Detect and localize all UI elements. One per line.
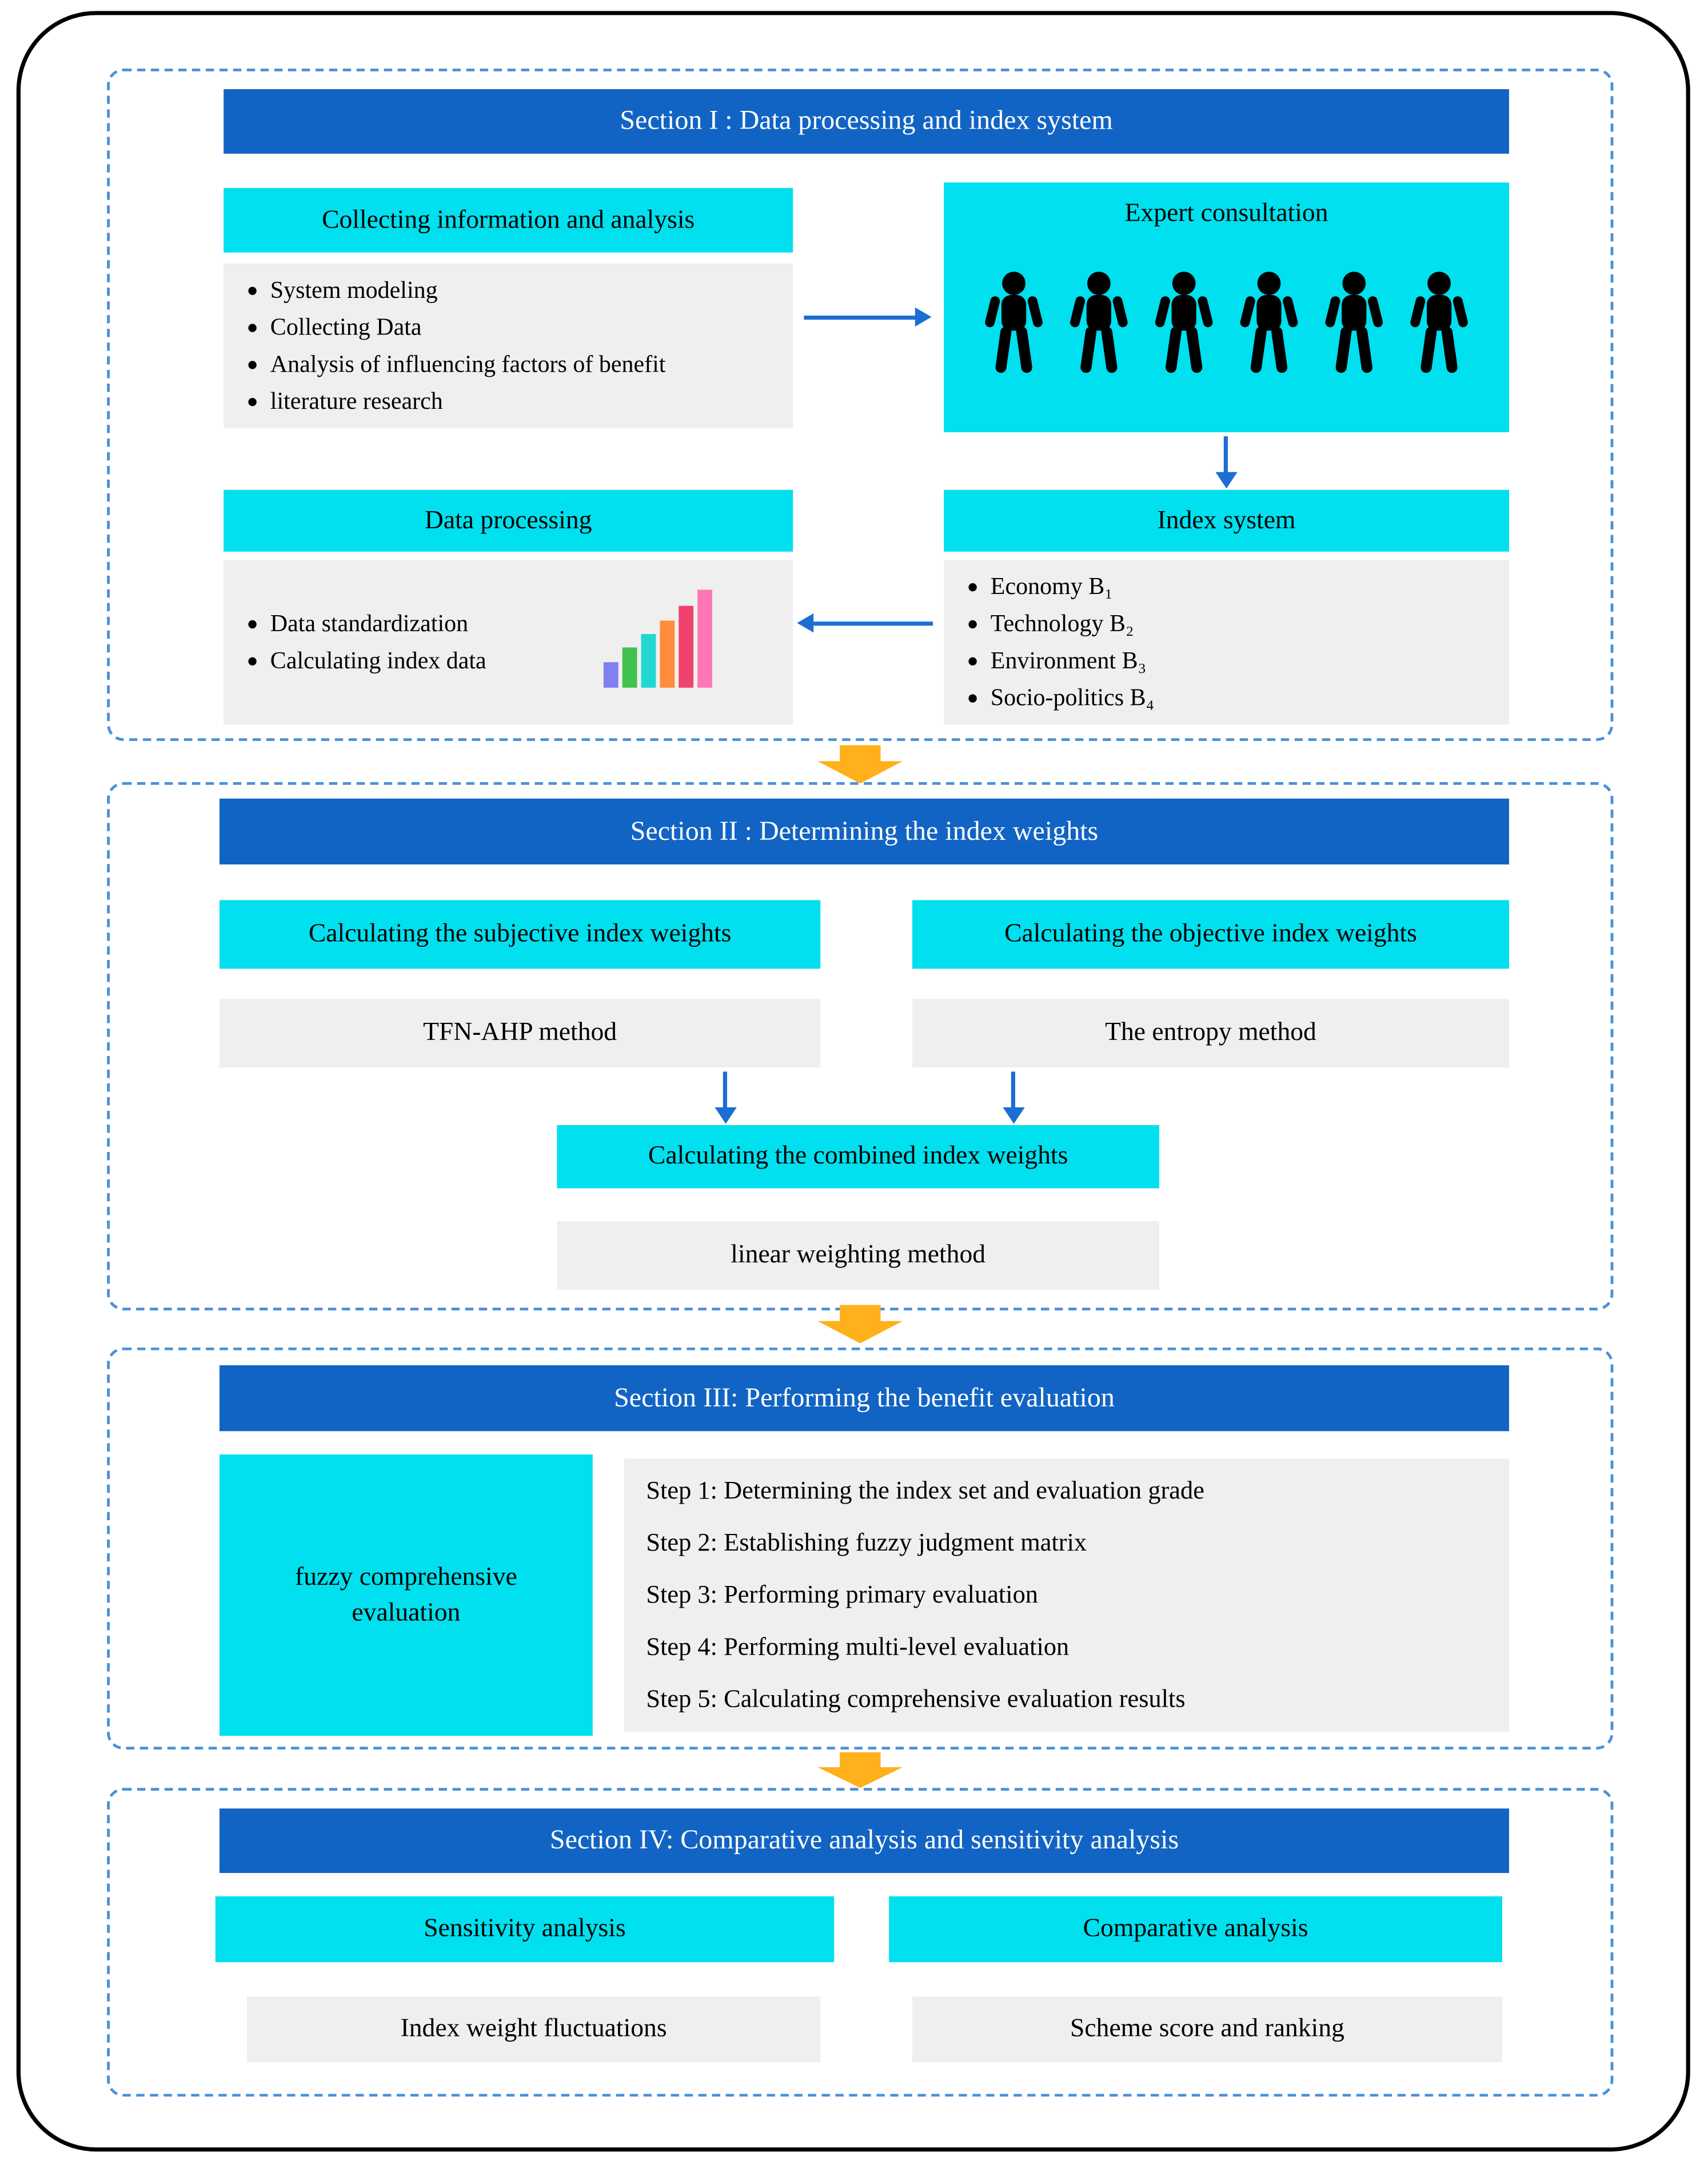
scheme-score-box: Scheme score and ranking — [912, 1996, 1502, 2062]
expert-consultation-box — [944, 182, 1509, 432]
list-item — [248, 346, 779, 383]
bullet-text: Data standardization — [270, 609, 469, 637]
list-item — [248, 272, 779, 309]
tfn-ahp-method-box: TFN-AHP method — [220, 999, 820, 1067]
list-item — [968, 568, 1495, 605]
step-item: Step 3: Performing primary evaluation — [646, 1581, 1039, 1609]
bullet-dot-icon — [248, 656, 256, 664]
step-item: Step 2: Establishing fuzzy judgment matrix — [646, 1529, 1087, 1557]
list-item — [968, 642, 1495, 679]
comparative-analysis-title: Comparative analysis — [889, 1896, 1502, 1962]
section1-header: Section I : Data processing and index system — [224, 89, 1509, 154]
bar-chart-icon — [601, 582, 721, 695]
step-item: Step 4: Performing multi-level evaluation — [646, 1633, 1070, 1661]
expert-consultation-title: Expert consultation — [1124, 199, 1328, 228]
list-item — [248, 383, 779, 420]
bullet-text: Socio-politics B₄ — [990, 683, 1155, 711]
bullet-text: Collecting Data — [270, 313, 422, 341]
arrow-down-expert-to-index — [1224, 436, 1228, 473]
subjective-weights-title: Calculating the subjective index weights — [220, 900, 820, 969]
arrow-down-subjective-to-combined — [723, 1071, 727, 1109]
bullet-text: Analysis of influencing factors of benefit — [270, 350, 666, 377]
bullet-dot-icon — [248, 397, 256, 405]
bullet-text: Calculating index data — [270, 646, 486, 674]
linear-weighting-box: linear weighting method — [557, 1221, 1159, 1290]
arrow-down-objective-to-combined — [1011, 1071, 1015, 1109]
list-item — [968, 605, 1495, 642]
arrow-left-index-to-dataproc — [812, 621, 933, 625]
combined-weights-title: Calculating the combined index weights — [557, 1125, 1159, 1188]
bullet-dot-icon — [968, 656, 976, 664]
expert-person-icons — [944, 229, 1509, 432]
collecting-info-title: Collecting information and analysis — [224, 188, 793, 253]
entropy-method-box: The entropy method — [912, 999, 1509, 1067]
bullet-text: Environment B₃ — [990, 646, 1147, 674]
step-item: Step 5: Calculating comprehensive evaluation results — [646, 1685, 1186, 1713]
person-icon — [984, 268, 1044, 383]
person-icon — [1239, 268, 1299, 383]
data-processing-box — [224, 560, 793, 724]
bullet-text: literature research — [270, 386, 443, 415]
list-item — [248, 605, 601, 642]
bullet-dot-icon — [248, 360, 256, 368]
fuzzy-evaluation-box: fuzzy comprehensive evaluation — [220, 1454, 593, 1736]
list-item — [968, 679, 1495, 716]
bullet-dot-icon — [248, 286, 256, 294]
bullet-dot-icon — [968, 694, 976, 702]
bullet-dot-icon — [248, 620, 256, 628]
person-icon — [1409, 268, 1470, 383]
arrow-right-collect-to-expert — [804, 316, 916, 320]
section3-header: Section III: Performing the benefit evaluation — [220, 1365, 1509, 1431]
index-system-list — [944, 560, 1509, 724]
section2-header: Section II : Determining the index weights — [220, 799, 1509, 864]
collecting-info-list — [224, 264, 793, 428]
bullet-text: Economy B₁ — [990, 572, 1113, 600]
person-icon — [1069, 268, 1130, 383]
list-item — [248, 309, 779, 346]
person-icon — [1154, 268, 1214, 383]
index-system-title: Index system — [944, 490, 1509, 552]
bullet-text: Technology B₂ — [990, 609, 1134, 637]
objective-weights-title: Calculating the objective index weights — [912, 900, 1509, 969]
bullet-dot-icon — [968, 583, 976, 591]
step-item: Step 1: Determining the index set and evaluation grade — [646, 1477, 1204, 1505]
section4-header: Section IV: Comparative analysis and sensitivity analysis — [220, 1808, 1509, 1873]
index-weight-fluctuations-box: Index weight fluctuations — [247, 1996, 820, 2062]
evaluation-steps-list — [624, 1458, 1509, 1732]
list-item — [248, 642, 601, 679]
bullet-dot-icon — [968, 620, 976, 628]
person-icon — [1324, 268, 1384, 383]
sensitivity-analysis-title: Sensitivity analysis — [216, 1896, 834, 1962]
bullet-text: System modeling — [270, 276, 438, 304]
bullet-dot-icon — [248, 323, 256, 331]
data-processing-title: Data processing — [224, 490, 793, 552]
